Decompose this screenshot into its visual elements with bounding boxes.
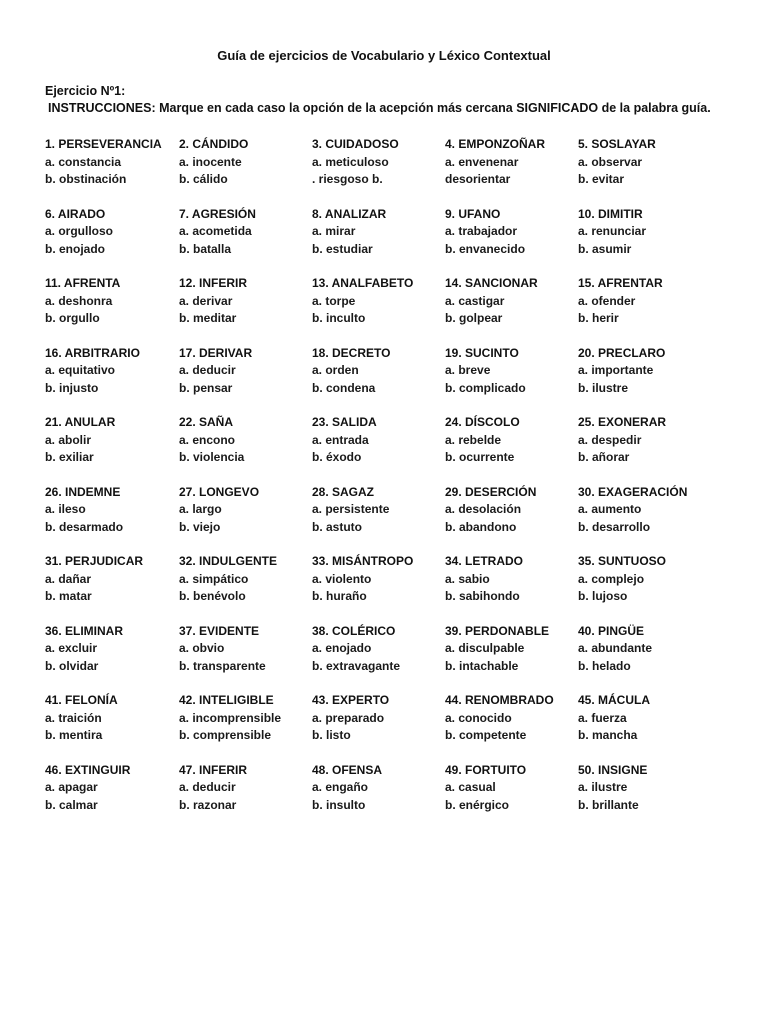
option-a: a. preparado [312,710,385,725]
option-a: a. abolir [45,432,92,447]
vocab-item [312,553,413,606]
vocab-item [45,206,113,259]
option-a: a. acometida [179,224,252,238]
guide-word: 20. PRECLARO [578,345,666,360]
vocab-item [45,414,115,467]
option-b: b. olvidar [45,658,99,673]
option-a: a. incomprensible [179,710,282,725]
option-a: a. excluir [45,641,98,655]
guide-word: 44. RENOMBRADO [445,693,554,707]
guide-word: 7. AGRESIÓN [179,206,256,221]
vocab-item [45,275,120,328]
vocab-item [578,206,646,259]
vocab-item [312,623,400,676]
guide-word: 28. SAGAZ [312,484,375,499]
vocab-item [445,553,523,606]
option-b: b. abandono [445,519,517,534]
option-b: b. mancha [578,728,638,742]
guide-word: 39. PERDONABLE [445,623,550,638]
vocab-item [312,206,386,259]
option-b: b. competente [445,728,527,742]
vocab-item [578,136,656,189]
vocab-item [45,623,123,676]
option-b: b. mentira [45,728,103,742]
guide-word: 17. DERIVAR [179,345,253,360]
vocab-item [45,484,123,537]
vocab-item [45,136,162,189]
option-b: b. astuto [312,519,362,534]
option-b: b. estudiar [312,241,373,256]
option-b: b. brillante [578,797,639,812]
option-b: b. enojado [45,241,105,256]
vocab-item [445,275,538,328]
option-a: a. despedir [578,432,642,447]
option-a: a. persistente [312,502,390,516]
guide-word: 5. SOSLAYAR [578,137,656,151]
option-b: b. intachable [445,658,519,673]
option-a: a. dañar [45,571,92,586]
option-b: b. complicado [445,380,526,395]
vocab-item [179,206,256,259]
option-a: a. rebelde [445,432,502,447]
guide-word: 41. FELONÍA [45,693,118,707]
option-b: b. comprensible [179,728,272,742]
option-b: b. violencia [179,450,245,464]
option-a: a. traición [45,710,102,725]
option-b: b. benévolo [179,589,246,603]
option-b: b. ilustre [578,380,629,395]
guide-word: 35. SUNTUOSO [578,554,667,568]
vocab-row [45,692,765,762]
guide-word: 36. ELIMINAR [45,623,124,638]
vocab-item [312,275,413,328]
option-b: b. transparente [179,658,266,673]
option-a: a. encono [179,432,236,447]
option-b: b. meditar [179,311,237,325]
option-a: a. aumento [578,502,642,516]
vocab-item [445,623,549,676]
vocab-item [312,484,389,537]
option-a: a. simpático [179,571,249,586]
option-a: a. inocente [179,154,242,169]
vocab-item [179,275,247,328]
guide-word: 37. EVIDENTE [179,623,260,638]
option-a: a. constancia [45,154,122,169]
exercise-heading: Ejercicio Nº1: [45,84,126,98]
option-a: a. ofender [578,293,636,308]
guide-word: 12. INFERIR [179,276,248,290]
guide-word: 45. MÁCULA [578,693,651,707]
option-b: b. envanecido [445,241,526,256]
option-b: b. obstinación [45,172,127,186]
vocab-item [445,136,545,189]
guide-word: 25. EXONERAR [578,415,667,429]
guide-word: 14. SANCIONAR [445,276,538,290]
vocab-item [312,692,389,745]
option-b: b. desarmado [45,519,124,534]
option-a: a. mirar [312,224,356,238]
option-b: b. cálido [179,172,228,186]
option-b: b. desarrollo [578,519,651,534]
option-a: a. apagar [45,780,98,794]
option-b: b. lujoso [578,589,628,603]
guide-word: 38. COLÉRICO [312,623,396,638]
option-b: b. exiliar [45,450,94,464]
option-a: a. ilustre [578,780,628,794]
option-a: a. trabajador [445,224,518,238]
vocab-item [45,762,130,815]
option-a: a. disculpable [445,641,525,655]
guide-word: 8. ANALIZAR [312,206,387,221]
vocab-item [179,345,252,398]
guide-word: 4. EMPONZOÑAR [445,137,546,151]
option-b: b. inculto [312,311,366,325]
guide-word: 31. PERJUDICAR [45,554,144,568]
option-b: b. golpear [445,311,503,325]
option-a: a. largo [179,502,222,516]
option-b: b. éxodo [312,450,362,464]
vocab-row [45,345,765,415]
guide-word: 46. EXTINGUIR [45,762,131,777]
vocab-item [45,692,118,745]
vocab-row [45,762,765,832]
option-a: a. derivar [179,293,233,308]
guide-word: 16. ARBITRARIO [45,345,140,360]
vocabulary-grid [45,136,765,831]
vocab-item [179,484,259,537]
option-a: a. violento [312,571,372,586]
option-b: b. matar [45,589,92,603]
guide-word: 50. INSIGNE [578,762,648,777]
option-a: a. observar [578,154,643,169]
guide-word: 34. LETRADO [445,554,524,568]
option-b: b. ocurrente [445,450,515,464]
guide-word: 6. AIRADO [45,206,106,221]
option-a: a. meticuloso [312,154,389,169]
vocab-item [45,553,143,606]
option-b: desorientar [445,172,511,186]
vocab-row [45,136,765,206]
vocab-item [312,136,399,189]
instructions-text: INSTRUCCIONES: Marque en cada caso la opción de la acepción más cercana SIGNIFICADO de la palabra guía. [48,101,711,115]
guide-word: 10. DIMITIR [578,206,643,221]
guide-word: 43. EXPERTO [312,693,390,707]
vocab-item [312,762,382,815]
option-a: a. deducir [179,363,236,377]
guide-word: 30. EXAGERACIÓN [578,484,688,499]
guide-word: 32. INDULGENTE [179,554,278,568]
vocab-row [45,623,765,693]
guide-word: 27. LONGEVO [179,484,260,499]
option-a: a. castigar [445,293,505,308]
guide-word: 42. INTELIGIBLE [179,693,274,707]
vocab-row [45,414,765,484]
guide-word: 23. SALIDA [312,415,377,429]
vocab-item [578,623,652,676]
option-a: a. fuerza [578,710,627,725]
guide-word: 15. AFRENTAR [578,276,663,290]
guide-word: 19. SUCINTO [445,345,519,360]
option-a: a. equitativo [45,363,116,377]
option-a: a. enojado [312,641,372,655]
option-b: b. helado [578,658,631,673]
vocab-item [312,414,377,467]
guide-word: 24. DÍSCOLO [445,415,520,429]
option-a: a. orden [312,363,359,377]
option-a: a. obvio [179,641,225,655]
vocab-item [578,692,650,745]
guide-word: 48. OFENSA [312,762,383,777]
option-b: b. calmar [45,797,98,812]
option-b: b. listo [312,728,351,742]
guide-word: 26. INDEMNE [45,484,121,499]
option-a: a. deshonra [45,293,113,308]
vocab-item [445,206,525,259]
vocab-item [179,623,266,676]
option-b: b. huraño [312,589,367,603]
vocab-item [578,275,663,328]
vocab-item [445,414,520,467]
option-a: a. ileso [45,502,86,516]
option-b: b. batalla [179,241,232,256]
option-b: b. razonar [179,797,237,812]
vocab-item [179,762,247,815]
guide-word: 3. CUIDADOSO [312,137,399,151]
option-b: b. añorar [578,450,630,464]
vocab-item [312,345,390,398]
option-a: a. abundante [578,641,653,655]
guide-word: 13. ANALFABETO [312,276,414,290]
vocab-row [45,275,765,345]
option-b: b. orgullo [45,311,100,325]
option-b: b. pensar [179,380,233,395]
guide-word: 33. MISÁNTROPO [312,554,414,568]
guide-word: 2. CÁNDIDO [179,137,249,151]
option-a: a. conocido [445,710,512,725]
option-b: b. insulto [312,797,366,812]
option-b: b. sabihondo [445,589,520,603]
option-b: b. condena [312,380,376,395]
vocab-item [445,692,554,745]
vocab-item [179,414,244,467]
option-b: b. herir [578,311,619,325]
vocab-item [445,484,536,537]
option-a: a. torpe [312,293,356,308]
option-a: a. entrada [312,432,369,447]
option-b: b. enérgico [445,797,510,812]
document-title: Guía de ejercicios de Vocabulario y Léxico Contextual [217,48,551,63]
option-a: a. sabio [445,571,490,586]
guide-word: 11. AFRENTA [45,276,121,290]
vocab-item [578,345,665,398]
vocab-item [578,414,666,467]
vocab-row [45,553,765,623]
guide-word: 40. PINGÜE [578,623,645,638]
vocab-item [179,553,277,606]
option-a: a. casual [445,780,496,794]
vocab-item [445,762,526,815]
vocab-item [578,762,647,815]
vocab-item [45,345,140,398]
option-b: b. asumir [578,241,632,256]
option-a: a. orgulloso [45,224,114,238]
vocab-item [578,484,687,537]
option-a: a. complejo [578,571,645,586]
guide-word: 9. UFANO [445,206,501,221]
vocab-item [179,136,248,189]
vocab-row [45,206,765,276]
option-a: a. desolación [445,502,522,516]
guide-word: 29. DESERCIÓN [445,484,537,499]
option-b: b. viejo [179,519,221,534]
option-b: b. evitar [578,172,625,186]
option-b: b. extravagante [312,658,401,673]
option-a: a. envenenar [445,154,519,169]
guide-word: 22. SAÑA [179,415,234,429]
option-a: a. deducir [179,780,236,794]
guide-word: 49. FORTUITO [445,762,527,777]
guide-word: 1. PERSEVERANCIA [45,137,162,151]
guide-word: 47. INFERIR [179,762,248,777]
option-a: a. breve [445,363,491,377]
vocab-item [445,345,526,398]
option-a: a. renunciar [578,224,647,238]
guide-word: 18. DECRETO [312,345,391,360]
vocab-item [179,692,281,745]
guide-word: 21. ANULAR [45,415,116,429]
vocab-row [45,484,765,554]
vocab-item [578,553,666,606]
option-a: a. engaño [312,780,369,794]
option-b: . riesgoso b. [312,172,383,186]
option-b: b. injusto [45,380,99,395]
option-a: a. importante [578,363,654,377]
